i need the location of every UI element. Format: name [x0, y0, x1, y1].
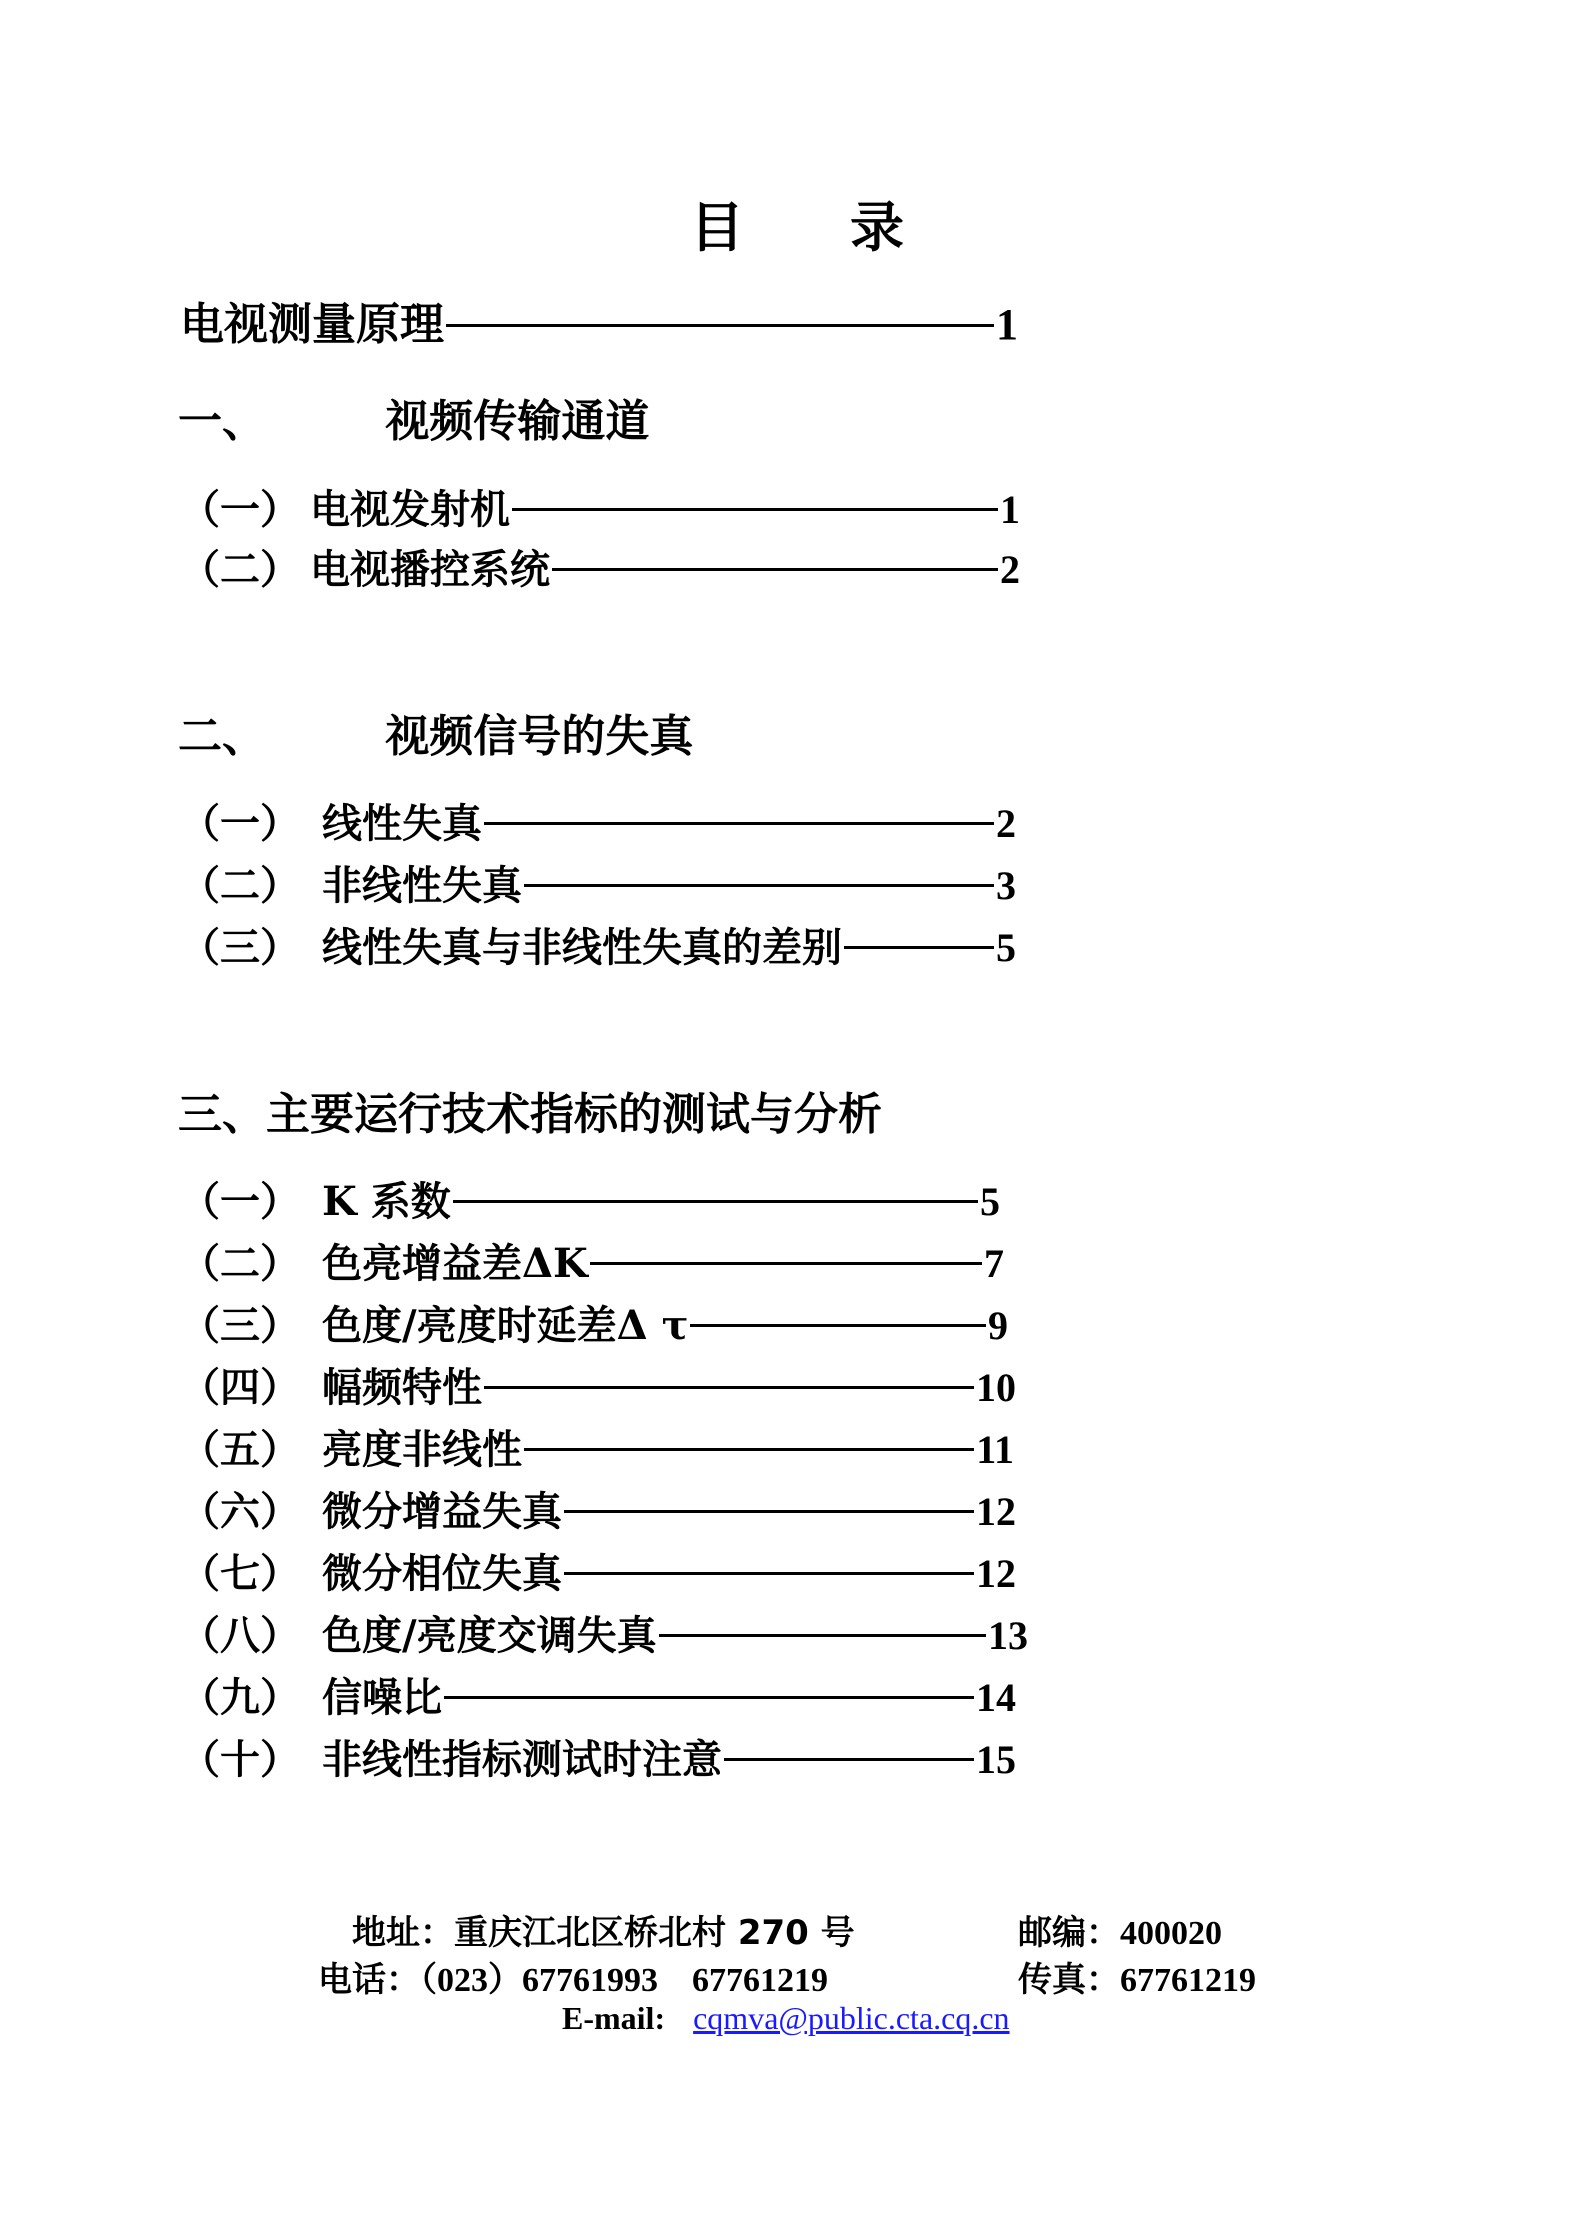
toc-item-label: 微分增益失真: [322, 1488, 562, 1535]
toc-item-number: （八）: [180, 1612, 300, 1659]
toc-item-number: （二）: [180, 546, 300, 593]
footer-email-line: [562, 2000, 1010, 2037]
fax-value: 67761219: [1120, 1962, 1256, 1999]
toc-item-number: （一）: [180, 800, 300, 847]
toc-item-number: （一）: [180, 486, 300, 533]
section-title: 三、主要运行技术指标的测试与分析: [178, 1089, 882, 1140]
dash-leader: [446, 324, 994, 327]
toc-page-number: 7: [984, 1241, 1004, 1286]
toc-item-label: 色度/亮度交调失真: [322, 1612, 657, 1659]
toc-entry: [180, 1294, 1008, 1351]
toc-item-label: 幅频特性: [322, 1364, 482, 1411]
dash-leader: [724, 1758, 974, 1761]
title-char-2: 录: [850, 195, 904, 259]
toc-page-number: 1: [996, 300, 1018, 349]
toc-item-number: （三）: [180, 924, 300, 971]
toc-page-number: 14: [976, 1675, 1016, 1720]
toc-item-label: 色度/亮度时延差Δ τ: [322, 1302, 689, 1349]
dash-leader: [590, 1262, 982, 1265]
section-heading-3: [178, 1078, 882, 1142]
toc-item-number: （四）: [180, 1364, 300, 1411]
toc-page-number: 11: [976, 1427, 1014, 1472]
toc-item-label: 信噪比: [322, 1674, 442, 1721]
dash-leader: [484, 822, 994, 825]
toc-item-label: 非线性指标测试时注意: [322, 1736, 722, 1783]
toc-page-number: 13: [988, 1613, 1028, 1658]
title-char-1: 目: [690, 195, 744, 259]
toc-page-number: 5: [980, 1179, 1000, 1224]
toc-item-label: 微分相位失真: [322, 1550, 562, 1597]
toc-entry: [180, 1542, 1016, 1599]
toc-entry: [180, 538, 1020, 595]
footer-address-line: [352, 1905, 855, 1954]
toc-item-number: （三）: [180, 1302, 300, 1349]
address-value: 重庆江北区桥北村 270 号: [454, 1913, 855, 1953]
section-title: 视频传输通道: [385, 396, 650, 447]
footer-postcode: [1018, 1905, 1222, 1954]
toc-page-number: 2: [1000, 547, 1020, 592]
toc-entry: [180, 1604, 1028, 1661]
section-title: 视频信号的失真: [385, 711, 694, 762]
toc-item-label: 线性失真与非线性失真的差别: [322, 924, 842, 971]
toc-entry: [180, 478, 1020, 535]
toc-page-number: 1: [1000, 487, 1020, 532]
postcode-value: 400020: [1120, 1915, 1222, 1952]
toc-item-label: 色亮增益差ΔK: [322, 1240, 588, 1287]
section-number: 一、: [178, 396, 266, 447]
toc-entry: [180, 1232, 1004, 1289]
toc-page-number: 3: [996, 863, 1016, 908]
toc-item-number: （十）: [180, 1736, 300, 1783]
dash-leader: [524, 1448, 974, 1451]
fax-label: 传真：: [1018, 1960, 1120, 2000]
dash-leader: [564, 1510, 974, 1513]
dash-leader: [444, 1696, 974, 1699]
toc-page-number: 10: [976, 1365, 1016, 1410]
email-label: E-mail:: [562, 2000, 666, 2036]
dash-leader: [512, 508, 998, 511]
postcode-label: 邮编：: [1018, 1913, 1120, 1953]
toc-item-label: K 系数: [322, 1178, 451, 1225]
toc-entry: [180, 1170, 1000, 1227]
toc-page-number: 12: [976, 1489, 1016, 1534]
toc-entry: [180, 1666, 1016, 1723]
toc-entry: [180, 854, 1016, 911]
toc-entry-label: 电视测量原理: [180, 299, 444, 350]
toc-item-label: 电视播控系统: [310, 546, 550, 593]
toc-item-number: （五）: [180, 1426, 300, 1473]
toc-entry: [180, 792, 1016, 849]
footer-phone-line: [318, 1952, 828, 2001]
phone-label: 电话：: [318, 1960, 420, 2000]
toc-item-label: 亮度非线性: [322, 1426, 522, 1473]
section-number: 二、: [178, 711, 266, 762]
toc-entry: [180, 1356, 1016, 1413]
toc-page-number: 9: [988, 1303, 1008, 1348]
toc-entry: [180, 1480, 1016, 1537]
toc-item-label: 非线性失真: [322, 862, 522, 909]
dash-leader: [524, 884, 994, 887]
toc-entry: [180, 1418, 1014, 1475]
toc-page-number: 5: [996, 925, 1016, 970]
toc-item-number: （二）: [180, 862, 300, 909]
toc-item-number: （九）: [180, 1674, 300, 1721]
toc-entry: [180, 1728, 1016, 1785]
email-link[interactable]: cqmva@public.cta.cq.cn: [693, 2000, 1010, 2036]
footer-fax: [1018, 1952, 1256, 2001]
toc-entry-principles: [180, 288, 1018, 352]
phone-value: （023）67761993 67761219: [420, 1962, 828, 1999]
dash-leader: [844, 946, 994, 949]
dash-leader: [564, 1572, 974, 1575]
toc-item-number: （二）: [180, 1240, 300, 1287]
address-label: 地址：: [352, 1913, 454, 1953]
toc-item-number: （一）: [180, 1178, 300, 1225]
dash-leader: [484, 1386, 974, 1389]
dash-leader: [659, 1634, 986, 1637]
toc-page-number: 2: [996, 801, 1016, 846]
toc-item-label: 线性失真: [322, 800, 482, 847]
toc-entry: [180, 916, 1016, 973]
toc-item-label: 电视发射机: [310, 486, 510, 533]
section-heading-1: [178, 385, 649, 449]
toc-item-number: （六）: [180, 1488, 300, 1535]
dash-leader: [690, 1324, 986, 1327]
dash-leader: [552, 568, 998, 571]
toc-page-number: 15: [976, 1737, 1016, 1782]
toc-item-number: （七）: [180, 1550, 300, 1597]
toc-page-number: 12: [976, 1551, 1016, 1596]
section-heading-2: [178, 700, 693, 764]
dash-leader: [453, 1200, 978, 1203]
